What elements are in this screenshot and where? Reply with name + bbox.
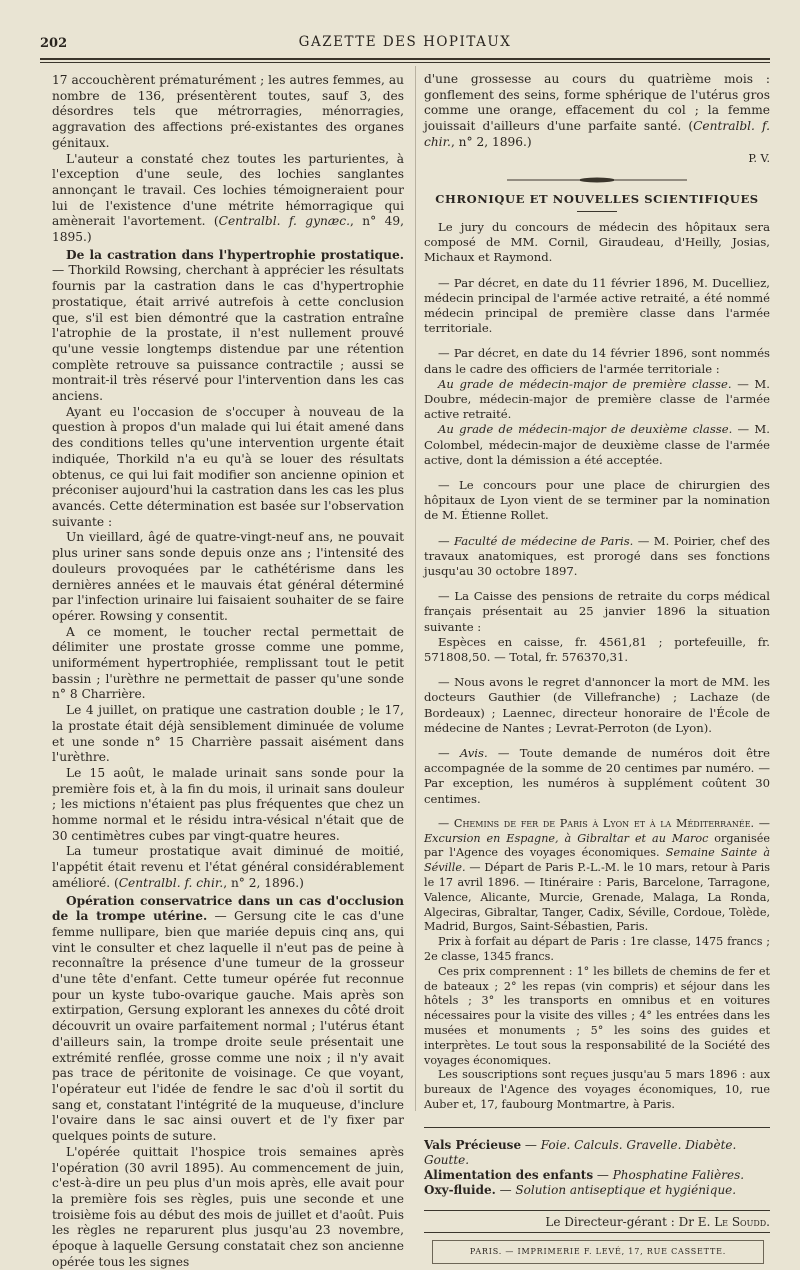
paragraph: Le 4 juillet, on pratique une castration double ; le 17, la prostate était déjà sensiblement diminuée de volume et une sonde n° 15 Charrière passait aisément dans l'urèthre. xyxy=(52,703,404,765)
page-number: 202 xyxy=(40,36,68,51)
news-item: — Par décret, en date du 11 février 1896, M. Ducelliez, médecin principal de l'armée active retraité, a été nommé médecin principal de première classe dans l'armée territoriale. xyxy=(424,275,770,336)
news-item: — Faculté de médecine de Paris. — M. Poirier, chef des travaux anatomiques, est prorogé dans ses fonctions jusqu'au 30 octobre 1897. xyxy=(424,533,770,578)
header-rule-thin xyxy=(40,62,770,63)
article-title: Opération conservatrice dans un cas d'occlusion de la trompe utérine. xyxy=(52,893,404,924)
column-divider xyxy=(415,66,416,1111)
paragraph: 17 accouchèrent prématurément ; les autres femmes, au nombre de 136, présentèrent toutes, sauf 3, des désordres tels que métrorragies, ménorragies, aggravation des affections pré-existantes des organes génitaux. xyxy=(52,73,404,150)
paragraph: L'auteur a constaté chez toutes les parturientes, à l'exception d'une seule, des lochies sanglantes annonçant le travail. Ces lochies témoigneraient pour lui de l'existence d'une métrite hémorragique qui amènerait l'avortement. (Centralbl. f. gynæc., n° 49, 1895.) xyxy=(52,151,404,245)
ad-line: Vals Précieuse — Foie. Calculs. Gravelle. Diabète. Goutte. xyxy=(424,1137,737,1167)
paragraph: Un vieillard, âgé de quatre-vingt-neuf ans, ne pouvait plus uriner sans sonde depuis onze ans ; l'intensité des douleurs provoquées par le cathétérisme dans les dernières années et le mauvais état général déterminé par l'infection urinaire lui faisaient souhaiter de se faire opérer. Rowsing y consentit. xyxy=(52,530,404,623)
footer-rule xyxy=(424,1232,770,1233)
article-title: De la castration dans l'hypertrophie prostatique. xyxy=(66,247,404,262)
manager-line: Le Directeur-gérant : Dr E. Le Soudd. xyxy=(545,1214,770,1229)
signature: P. V. xyxy=(748,151,770,165)
footer-rule xyxy=(424,1210,770,1211)
news-item: — Le concours pour une place de chirurgien des hôpitaux de Lyon vient de se terminer par la nomination de M. Étienne Rollet. xyxy=(424,477,770,523)
header-rule xyxy=(40,58,770,60)
news-list xyxy=(424,220,770,1113)
left-column xyxy=(52,73,404,1270)
news-item: — Nous avons le regret d'annoncer la mort de MM. les docteurs Gauthier (de Villefranche) ; Lachaze (de Bordeaux) ; Laennec, directeur honoraire de l'École de médecine de Nantes ; Levrat-Perroton (de Lyon). xyxy=(424,675,770,735)
right-column xyxy=(424,72,770,1264)
paragraph: d'une grossesse au cours du quatrième mois : gonflement des seins, forme sphérique de l'utérus gros comme une orange, effacement du col ; la femme jouissait d'ailleurs d'une parfaite santé. (Centralbl. f. chir., n° 2, 1896.) xyxy=(424,72,770,149)
news-item-excursion: — Chemins de fer de Paris à Lyon et à la Méditerranée. — Excursion en Espagne, à Gibraltar et au Maroc organisée par l'Agence des voyages économiques. Semaine Sainte à Séville. — Départ de Paris P.-L.-M. le 10 mars, retour à Paris le 17 avril 1896. — Itinéraire : Paris, Barcelone, Tarragone, Valence, Alicante, Murcie, Grenade, Malaga, La Ronda, Algeciras, Gibraltar, Tanger, Cadix, Séville, Cordoue, Tolède, Madrid, Burgos, Saint-Sébastien, Paris. xyxy=(424,816,770,934)
news-subitem: Les souscriptions sont reçues jusqu'au 5 mars 1896 : aux bureaux de l'Agence des voyages économiques, 10, rue Auber et, 17, faubourg Montmartre, à Paris. xyxy=(424,1068,770,1111)
ads-rule xyxy=(424,1127,770,1128)
news-subitem: Ces prix comprennent : 1° les billets de chemins de fer et de bateaux ; 2° les repas (vin compris) et séjour dans les hôtels ; 3° les transports en omnibus et en voitures nécessaires pour la visite des villes ; 4° les entrées dans les musées et monuments ; 5° les soins des guides et interprètes. Le tout sous la responsabilité de la Société des voyages économiques. xyxy=(424,964,770,1067)
news-subitem: Espèces en caisse, fr. 4561,81 ; portefeuille, fr. 571808,50. — Total, fr. 576370,31. xyxy=(424,634,770,664)
printer-line: PARIS. — IMPRIMERIE F. LEVÉ, 17, RUE CASSETTE. xyxy=(432,1240,764,1264)
paragraph: Ayant eu l'occasion de s'occuper à nouveau de la question à propos d'un malade qui lui était amené dans des conditions telles qu'une intervention urgente était indiquée, Thorkild n'a eu qu'à se louer des résultats obtenus, ce qui lui fait modifier son ancienne opinion et préconiser aujourd'hui la castration dans les cas les plus avancés. Cette détermination est basée sur l'observation suivante : xyxy=(52,404,404,529)
ad-line: Oxy-fluide. — Solution antiseptique et hygiénique. xyxy=(424,1182,737,1197)
news-item: — La Caisse des pensions de retraite du corps médical français présentait au 25 janvier 1896 la situation suivante : xyxy=(424,589,770,634)
news-subitem: Prix à forfait au départ de Paris : 1re classe, 1475 francs ; 2e classe, 1345 francs. xyxy=(424,935,770,963)
section-rule xyxy=(577,211,617,212)
paragraph: Le 15 août, le malade urinait sans sonde pour la première fois et, à la fin du mois, il urinait sans douleur ; les mictions n'étaient pas plus fréquentes que chez un homme normal et le résidu intra-vésical n'était que de 30 centimètres cubes par vingt-quatre heures. xyxy=(52,765,404,843)
paragraph: L'opérée quittait l'hospice trois semaines après l'opération (30 avril 1895). Au commencement de juin, c'est-à-dire un peu plus d'un mois après, elle avait pour la première fois ses règles, puis une seconde et une troisième fois au début des mois de juillet et d'août. Puis les règles ne reparurent plus jusqu'au 23 novembre, époque à laquelle Gersung constatait chez son ancienne opérée tous les signes xyxy=(52,1144,404,1269)
journal-title: GAZETTE DES HOPITAUX xyxy=(298,34,512,50)
news-item: Le jury du concours de médecin des hôpitaux sera composé de MM. Cornil, Giraudeau, d'Heilly, Josias, Michaux et Raymond. xyxy=(424,219,770,265)
news-item: — Par décret, en date du 14 février 1896, sont nommés dans le cadre des officiers de l'armée territoriale : xyxy=(424,346,770,376)
news-item: — Avis. — Toute demande de numéros doit être accompagnée de la somme de 20 centimes par numéro. — Par exception, les numéros à supplément coûtent 30 centimes. xyxy=(424,746,770,806)
paragraph: La tumeur prostatique avait diminué de moitié, l'appétit était revenu et l'état général considérablement amélioré. (Centralbl. f. chir., n° 2, 1896.) xyxy=(52,844,404,890)
ornament-divider xyxy=(507,174,687,186)
section-title: CHRONIQUE ET NOUVELLES SCIENTIFIQUES xyxy=(435,192,759,207)
news-subitem: Au grade de médecin-major de deuxième classe. — M. Colombel, médecin-major de deuxième classe de l'armée active, dont la démission a été acceptée. xyxy=(424,422,770,467)
article-trompe: Opération conservatrice dans un cas d'occlusion de la trompe utérine. — Gersung cite le cas d'une femme nullipare, bien que mariée depuis cinq ans, qui vint le consulter et chez laquelle il n'eut pas de peine à reconnaître la présence d'une tumeur de la grosseur d'une tête d'enfant. Cette tumeur opérée fut reconnue pour un kyste tubo-ovarique gauche. Mais après son extirpation, Gersung explorant les annexes du côté droit découvrit un ovaire parfaitement normal ; l'utérus étant d'ailleurs sain, la trompe droite seule présentait une extrémité renflée, grosse comme une noix ; il n'y avait pas trace de péritonite de voisinage. Ce que voyant, l'opérateur eut l'idée de fendre le sac d'où il sortit du sang et, constatant l'intégrité de la muqueuse, d'inclure l'ovaire dans le sac ainsi ouvert et de l'y fixer par quelques points de suture. xyxy=(52,893,404,1144)
article-castration: De la castration dans l'hypertrophie prostatique. — Thorkild Rowsing, cherchant à apprécier les résultats fournis par la castration dans le cas d'hypertrophie prostatique, était arrivé autrefois à cette conclusion que, s'il est bien démontré que la castration entraîne l'atrophie de la prostate, il n'est nullement prouvé qu'une vessie longtemps distendue par une rétention complète retrouve sa puissance contractile ; aussi se montrait-il très réservé pour l'intervention dans les cas anciens. xyxy=(52,247,404,404)
news-subitem: Au grade de médecin-major de première classe. — M. Doubre, médecin-major de première classe de l'armée active retraité. xyxy=(424,376,770,422)
paragraph: A ce moment, le toucher rectal permettait de délimiter une prostate grosse comme une pomme, uniformément hypertrophiée, remplissant tout le petit bassin ; l'urèthre ne permettait de passer qu'une sonde n° 8 Charrière. xyxy=(52,624,404,702)
ads-block xyxy=(424,1138,770,1198)
ad-line: Alimentation des enfants — Phosphatine Falières. xyxy=(424,1167,745,1182)
page-header xyxy=(40,34,770,56)
